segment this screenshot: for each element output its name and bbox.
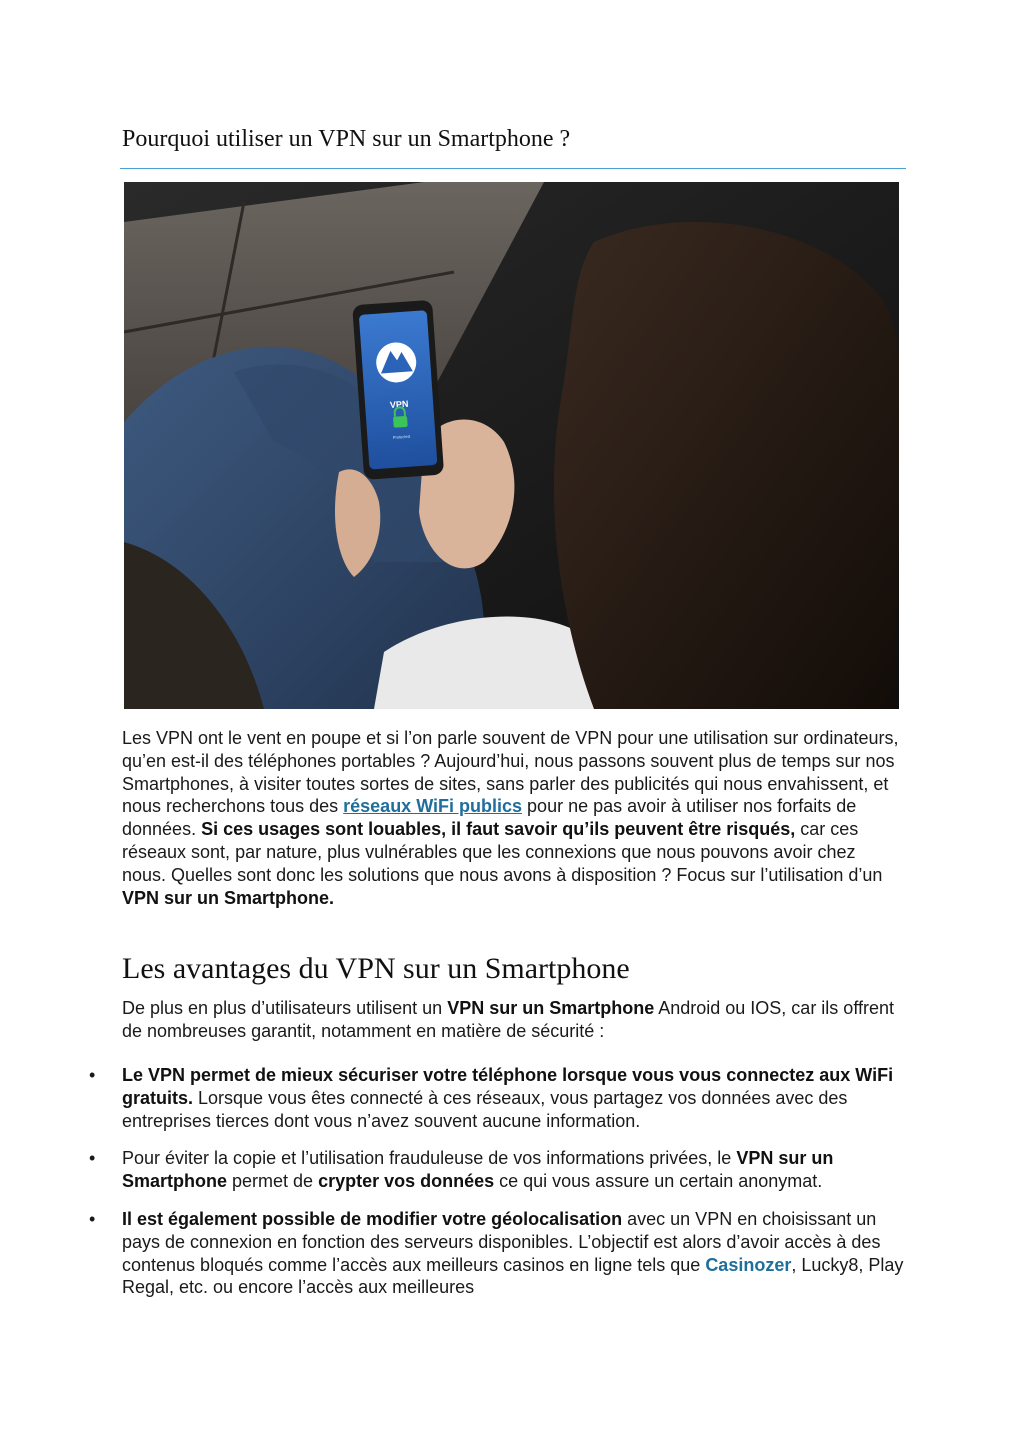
- intro-paragraph: [122, 727, 904, 909]
- intro-text-2: pour ne pas avoir à utiliser nos forfaits de données.: [122, 796, 857, 840]
- bullet3-bold: Il est également possible de modifier votre géolocalisation: [122, 1208, 623, 1229]
- title-divider: [120, 168, 906, 169]
- bullet-icon: •: [89, 1148, 96, 1169]
- page-title: Pourquoi utiliser un VPN sur un Smartphone ?: [122, 126, 571, 152]
- bullet3-text-2: , Lucky8, Play Regal, etc. ou encore l’accès aux meilleures: [122, 1254, 904, 1298]
- list-item: [0, 1208, 904, 1299]
- bullet2-text-1: Pour éviter la copie et l’utilisation frauduleuse de vos informations privées, le: [122, 1148, 737, 1169]
- bullet1-bold: Le VPN permet de mieux sécuriser votre téléphone lorsque vous vous connectez aux WiFi gratuits.: [122, 1065, 894, 1108]
- intro-bold-2: VPN sur un Smartphone.: [122, 887, 335, 908]
- section-paragraph: [122, 997, 904, 1043]
- bullet-icon: •: [89, 1208, 96, 1229]
- bullet2-bold-2: crypter vos données: [318, 1171, 495, 1192]
- para2-text-1: De plus en plus d’utilisateurs utilisent un: [122, 998, 448, 1018]
- advantages-list: [0, 1064, 1024, 1299]
- intro-bold-1: Si ces usages sont louables, il faut savoir qu’ils peuvent être risqués,: [201, 819, 796, 840]
- bullet2-text-3: ce qui vous assure un certain anonymat.: [494, 1171, 823, 1192]
- section-heading: Les avantages du VPN sur un Smartphone: [122, 952, 630, 985]
- list-item: [0, 1064, 904, 1132]
- para2-text-2: Android ou IOS, car ils offrent de nombreuses garantit, notamment en matière de sécurité :: [122, 998, 895, 1041]
- bullet3-text-1: avec un VPN en choisissant un pays de connexion en fonction des serveurs disponibles. L’objectif est alors d’avoir accès à des contenus bloqués comme l’accès aux meilleurs casinos en ligne tels que: [122, 1208, 881, 1275]
- intro-text-1: Les VPN ont le vent en poupe et si l’on parle souvent de VPN pour une utilisation sur ordinateurs, qu’en est-il des téléphones portables ? Aujourd’hui, nous passons souvent plus de temps sur nos Smartphones, à visiter toutes sortes de sites, sans parler des publicités qui nous envahissent, et nous recherchons tous des: [122, 728, 899, 817]
- bullet-icon: •: [89, 1065, 96, 1085]
- bullet2-text-2: permet de: [227, 1171, 319, 1192]
- intro-text-3: car ces réseaux sont, par nature, plus vulnérables que les connexions que nous pouvons avoir chez nous. Quelles sont donc les solutions que nous avons à disposition ? Focus sur l’utilisation d’un: [122, 819, 883, 885]
- bullet2-bold-1: VPN sur un Smartphone: [122, 1148, 834, 1192]
- public-wifi-link[interactable]: réseaux WiFi publics: [343, 796, 523, 817]
- bullet1-text: Lorsque vous êtes connecté à ces réseaux, vous partagez vos données avec des entreprises tierces dont vous n’avez souvent aucune information.: [122, 1087, 848, 1131]
- phone-screen-status: Protected: [392, 433, 411, 440]
- phone-screen-vpn-label: VPN: [389, 398, 409, 410]
- casinozer-link[interactable]: Casinozer: [705, 1254, 792, 1275]
- list-item: [0, 1147, 904, 1193]
- woman-holding-phone-photo: [124, 182, 899, 709]
- para2-bold-1: VPN sur un Smartphone: [447, 998, 655, 1018]
